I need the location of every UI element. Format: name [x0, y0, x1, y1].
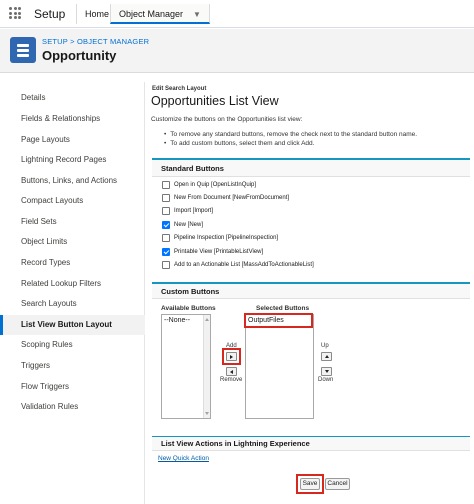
arrow-up-icon: [325, 355, 329, 358]
list-view-actions-heading: List View Actions in Lightning Experience: [161, 439, 310, 448]
std-button-row[interactable]: [162, 233, 278, 243]
available-buttons-label: Available Buttons: [161, 305, 216, 312]
tab-object-manager-label: Object Manager: [119, 9, 184, 19]
highlight-box-selected: [244, 313, 313, 328]
cancel-button[interactable]: Cancel: [325, 478, 350, 490]
object-sidebar: [0, 82, 145, 504]
checkbox-checked[interactable]: [162, 248, 170, 256]
std-button-label: Printable View [PrintableListView]: [174, 249, 264, 255]
up-label: Up: [321, 343, 329, 349]
sidebar-item-record-types[interactable]: Record Types: [21, 258, 71, 267]
std-button-row[interactable]: [162, 247, 263, 257]
app-launcher-icon[interactable]: [9, 7, 21, 19]
scrollbar[interactable]: [203, 315, 210, 418]
sidebar-item-validation-rules[interactable]: Validation Rules: [21, 402, 79, 411]
intro-text: Customize the buttons on the Opportunities list view:: [151, 116, 303, 123]
chevron-down-icon[interactable]: ▼: [193, 10, 201, 19]
custom-buttons-section-header: [152, 282, 470, 299]
instruction-list: [172, 130, 417, 148]
std-button-label: New From Document [NewFromDocument]: [174, 195, 290, 201]
std-button-row[interactable]: [162, 206, 213, 216]
sidebar-item-related-lookup-filters[interactable]: Related Lookup Filters: [21, 279, 102, 288]
list-view-title: Opportunities List View: [151, 94, 279, 108]
std-button-label: Import [Import]: [174, 208, 214, 214]
checkbox[interactable]: [162, 261, 170, 269]
tab-home[interactable]: Home: [76, 4, 117, 24]
arrow-left-icon: [230, 370, 233, 374]
standard-buttons-section-header: [152, 158, 470, 177]
remove-label: Remove: [220, 377, 243, 383]
std-button-label: Add to an Actionable List [MassAddToActionableList]: [174, 262, 314, 268]
sidebar-item-flow-triggers[interactable]: Flow Triggers: [21, 382, 70, 391]
sidebar-item-field-sets[interactable]: Field Sets: [21, 217, 57, 226]
instruction-item: • To add custom buttons, select them and click Add.: [172, 139, 417, 148]
sidebar-item-scoping-rules[interactable]: Scoping Rules: [21, 340, 73, 349]
sidebar-item-buttons-links-actions[interactable]: Buttons, Links, and Actions: [21, 176, 118, 185]
global-nav: [0, 0, 474, 28]
checkbox[interactable]: [162, 181, 170, 189]
sidebar-item-triggers[interactable]: Triggers: [21, 361, 51, 370]
checkbox[interactable]: [162, 194, 170, 202]
move-up-button[interactable]: [321, 352, 332, 361]
sidebar-item-object-limits[interactable]: Object Limits: [21, 237, 68, 246]
scroll-down-arrow-icon[interactable]: [205, 412, 209, 415]
new-quick-action-link[interactable]: New Quick Action: [158, 455, 209, 462]
sidebar-item-page-layouts[interactable]: Page Layouts: [21, 135, 70, 144]
page-title: Opportunity: [42, 48, 117, 63]
std-button-row[interactable]: [162, 260, 314, 270]
std-button-label: Open in Quip [OpenListInQuip]: [174, 182, 257, 188]
sidebar-item-list-view-button-layout[interactable]: List View Button Layout: [0, 315, 145, 335]
object-header: [0, 29, 474, 73]
object-layers-icon: [10, 37, 36, 63]
std-button-label: New [New]: [174, 222, 204, 228]
list-view-actions-section-header: [152, 436, 470, 451]
highlight-box-save: [296, 474, 324, 494]
add-label: Add: [226, 343, 237, 349]
move-down-button[interactable]: [321, 367, 332, 376]
down-label: Down: [318, 377, 334, 383]
custom-buttons-heading: Custom Buttons: [161, 287, 220, 296]
save-button[interactable]: Save: [300, 478, 320, 490]
tab-object-manager[interactable]: [110, 4, 210, 24]
edit-layout-label: Edit Search Layout: [152, 86, 207, 92]
selected-buttons-label: Selected Buttons: [256, 305, 310, 312]
remove-button[interactable]: [226, 367, 237, 376]
checkbox[interactable]: [162, 234, 170, 242]
list-option-selected[interactable]: OutputFiles: [246, 315, 313, 326]
instruction-item: • To remove any standard buttons, remove the check next to the standard button name.: [172, 130, 417, 139]
std-button-row[interactable]: [162, 180, 256, 190]
main-content: [146, 82, 474, 504]
arrow-down-icon: [325, 370, 329, 373]
sidebar-item-compact-layouts[interactable]: Compact Layouts: [21, 196, 84, 205]
sidebar-item-fields-relationships[interactable]: Fields & Relationships: [21, 114, 101, 123]
available-buttons-list[interactable]: [161, 314, 211, 419]
list-option[interactable]: --None--: [164, 317, 191, 324]
std-button-row[interactable]: [162, 220, 203, 230]
standard-buttons-heading: Standard Buttons: [161, 164, 224, 173]
checkbox-checked[interactable]: [162, 221, 170, 229]
scroll-up-arrow-icon[interactable]: [205, 318, 209, 321]
std-button-row[interactable]: [162, 193, 289, 203]
app-name: Setup: [34, 7, 66, 21]
sidebar-item-lightning-record-pages[interactable]: Lightning Record Pages: [21, 155, 107, 164]
selected-buttons-list[interactable]: [245, 314, 314, 419]
highlight-box-add: [222, 348, 241, 365]
sidebar-item-details[interactable]: Details: [21, 93, 46, 102]
breadcrumb[interactable]: SETUP > OBJECT MANAGER: [42, 37, 150, 46]
checkbox[interactable]: [162, 207, 170, 215]
sidebar-item-search-layouts[interactable]: Search Layouts: [21, 299, 77, 308]
std-button-label: Pipeline Inspection [PipelineInspection]: [174, 235, 279, 241]
